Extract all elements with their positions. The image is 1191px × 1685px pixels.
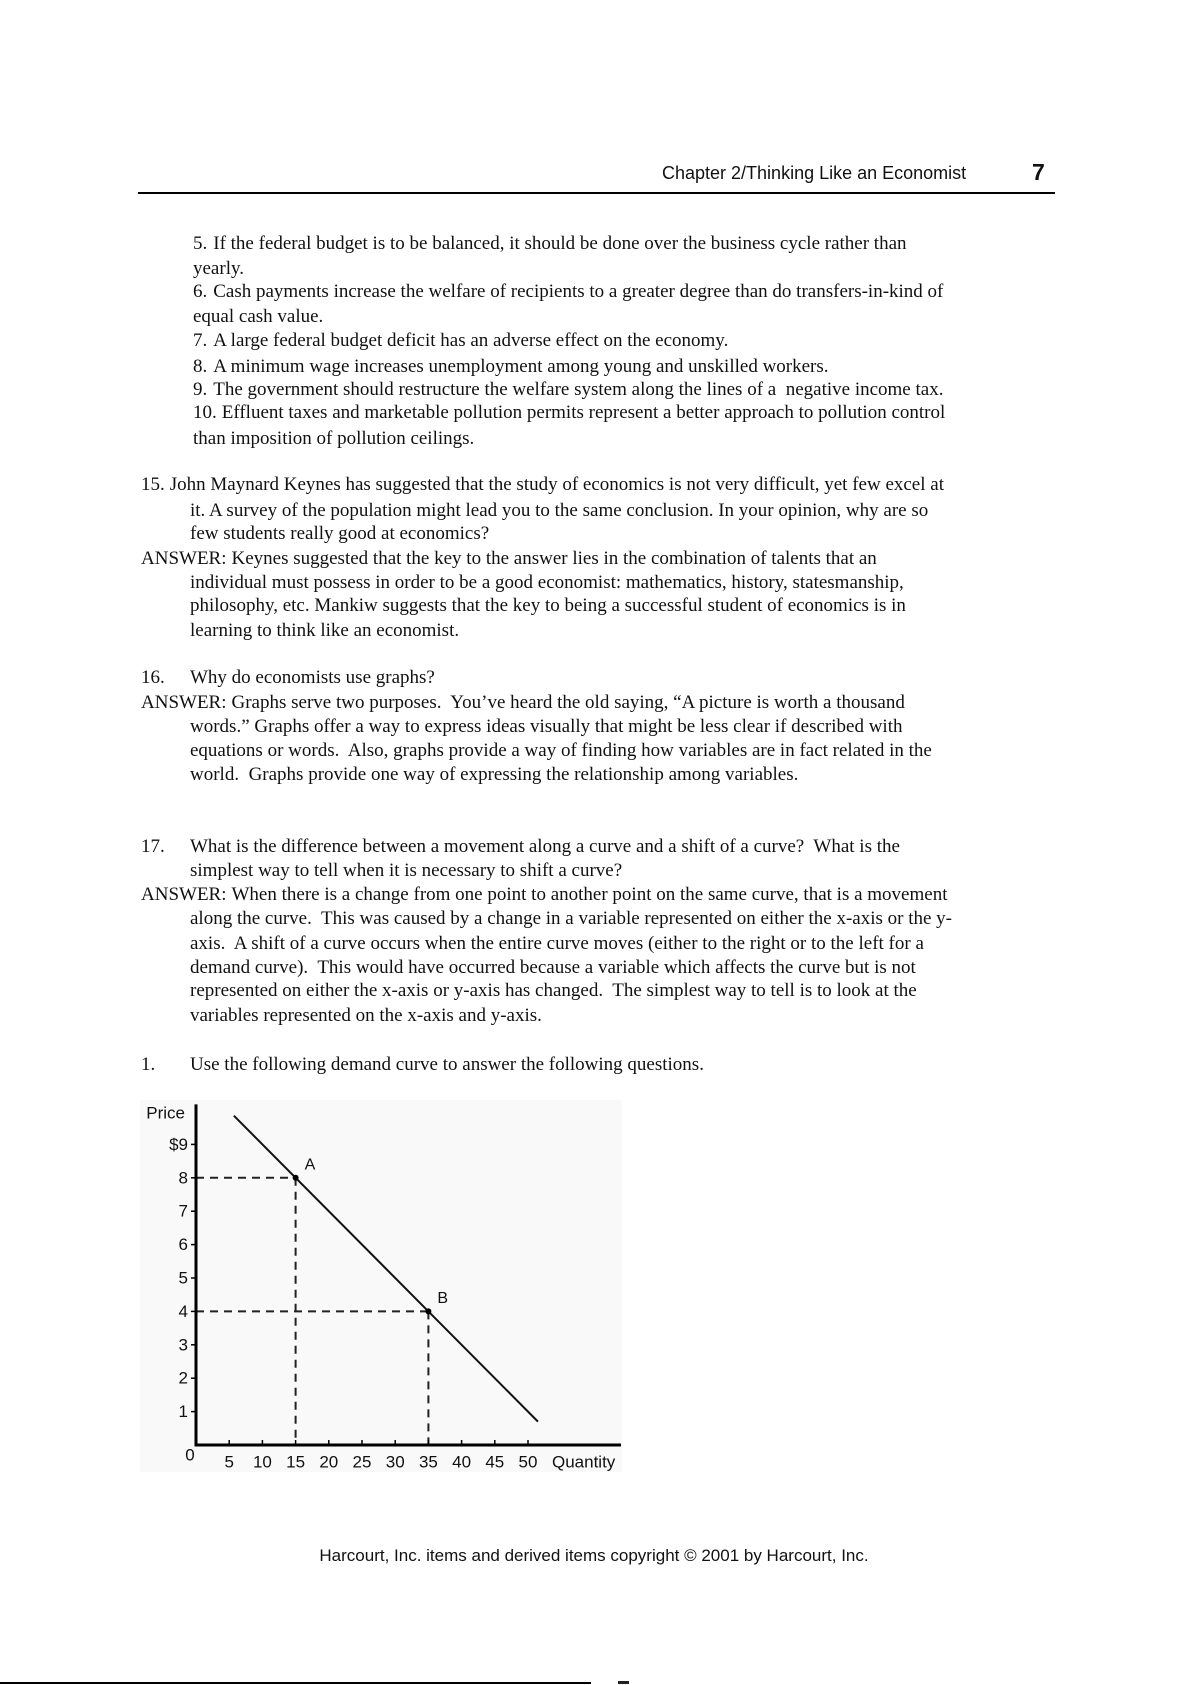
x-tick-label: 10 [252, 1452, 272, 1472]
header-rule [138, 192, 1055, 194]
item-text: Effluent taxes and marketable pollution permits represent a better approach to pollution control [221, 402, 946, 423]
copyright-footer: Harcourt, Inc. items and derived items copyright © 2001 by Harcourt, Inc. [319, 1546, 869, 1565]
question-17-line: simplest way to tell when it is necessary to shift a curve? [190, 860, 623, 881]
point-label-A: A [304, 1156, 316, 1174]
answer-label: ANSWER: [141, 884, 227, 905]
question-17 [141, 835, 900, 859]
x-axis-title: Quantity [552, 1452, 616, 1472]
bottom-page-rule [0, 1682, 591, 1684]
answer-15-line: individual must possess in order to be a good economist: mathematics, history, statesmanship, [190, 572, 904, 593]
answer-15-line: philosophy, etc. Mankiw suggests that the key to being a successful student of economics is in [190, 595, 906, 616]
answer-17-line: demand curve). This would have occurred because a variable which affects the curve but is not [190, 957, 916, 978]
answer-17-line: axis. A shift of a curve occurs when the entire curve moves (either to the right or to the left for a [190, 933, 924, 954]
list-item-8 [193, 355, 829, 379]
point-B [425, 1308, 431, 1314]
demand-curve-chart [130, 1095, 630, 1485]
bottom-page-mark [618, 1681, 629, 1684]
item-text: A large federal budget deficit has an adverse effect on the economy. [213, 330, 729, 351]
page-number: 7 [1032, 159, 1045, 185]
y-tick-label: 5 [178, 1268, 188, 1288]
point-A [293, 1175, 299, 1181]
list-item-6-continuation: equal cash value. [193, 306, 324, 327]
y-tick-label: $9 [169, 1134, 188, 1154]
question-15-line: few students really good at economics? [190, 523, 490, 544]
question-text: Why do economists use graphs? [190, 667, 435, 688]
running-header-title: Chapter 2/Thinking Like an Economist [662, 163, 967, 183]
y-tick-label: 4 [178, 1301, 188, 1321]
question-text: John Maynard Keynes has suggested that the study of economics is not very difficult, yet few excel at [169, 474, 944, 495]
origin-label: 0 [185, 1445, 195, 1465]
y-tick-label: 6 [178, 1235, 188, 1255]
x-tick-label: 45 [485, 1452, 505, 1472]
y-tick-label: 7 [178, 1201, 188, 1221]
list-item-9 [193, 378, 943, 402]
list-item-6 [193, 280, 943, 304]
answer-label: ANSWER: [141, 548, 227, 569]
item-text: The government should restructure the welfare system along the lines of a negative income tax. [213, 379, 944, 400]
question-text: What is the difference between a movement along a curve and a shift of a curve? What is the [190, 836, 900, 857]
y-tick-label: 8 [178, 1168, 188, 1188]
x-tick-label: 25 [352, 1452, 372, 1472]
item-number: 8. [193, 356, 208, 377]
x-tick-label: 35 [418, 1452, 438, 1472]
item-number: 7. [193, 330, 208, 351]
x-tick-label: 50 [518, 1452, 538, 1472]
question-16 [141, 666, 435, 690]
answer-17-line: variables represented on the x-axis and y-axis. [190, 1005, 542, 1026]
problem-number: 1. [141, 1054, 156, 1075]
x-tick-label: 20 [319, 1452, 339, 1472]
x-tick-label: 5 [224, 1452, 234, 1472]
answer-17 [141, 883, 947, 907]
item-number: 9. [193, 379, 208, 400]
list-item-10 [193, 401, 945, 425]
answer-17-line: represented on either the x-axis or y-axis has changed. The simplest way to tell is to look at the [190, 980, 917, 1001]
item-text: Cash payments increase the welfare of recipients to a greater degree than do transfers-in-kind of [213, 281, 944, 302]
item-text: A minimum wage increases unemployment among young and unskilled workers. [213, 356, 829, 377]
y-tick-label: 2 [178, 1368, 188, 1388]
x-tick-label: 30 [385, 1452, 405, 1472]
point-label-B: B [437, 1289, 449, 1307]
answer-text: When there is a change from one point to another point on the same curve, that is a movement [231, 884, 948, 905]
list-item-5-continuation: yearly. [193, 258, 244, 279]
answer-label: ANSWER: [141, 692, 227, 713]
answer-17-line: along the curve. This was caused by a change in a variable represented on either the x-axis or the y- [190, 908, 952, 929]
answer-16-line: equations or words. Also, graphs provide a way of finding how variables are in fact related in the [190, 740, 932, 761]
question-15 [141, 473, 944, 497]
x-tick-label: 40 [452, 1452, 472, 1472]
problem-text: Use the following demand curve to answer the following questions. [190, 1054, 704, 1075]
y-axis-title: Price [146, 1103, 185, 1123]
answer-16-line: words.” Graphs offer a way to express ideas visually that might be less clear if described with [190, 716, 903, 737]
question-number: 16. [141, 667, 165, 688]
y-tick-label: 1 [178, 1402, 188, 1422]
problem-1 [141, 1053, 704, 1077]
item-number: 10. [193, 402, 217, 423]
question-number: 15. [141, 474, 165, 495]
answer-15 [141, 547, 877, 571]
answer-16 [141, 691, 905, 715]
answer-text: Keynes suggested that the key to the answer lies in the combination of talents that an [231, 548, 877, 569]
y-tick-label: 3 [178, 1335, 188, 1355]
question-15-line: it. A survey of the population might lead you to the same conclusion. In your opinion, why are so [190, 500, 929, 521]
answer-15-line: learning to think like an economist. [190, 620, 460, 641]
answer-16-line: world. Graphs provide one way of expressing the relationship among variables. [190, 764, 799, 785]
list-item-5 [193, 232, 907, 256]
x-tick-label: 15 [286, 1452, 306, 1472]
item-number: 5. [193, 233, 208, 254]
question-number: 17. [141, 836, 165, 857]
chart-background [140, 1100, 622, 1472]
list-item-10-continuation: than imposition of pollution ceilings. [193, 428, 475, 449]
item-number: 6. [193, 281, 208, 302]
item-text: If the federal budget is to be balanced, it should be done over the business cycle rather than [213, 233, 907, 254]
answer-text: Graphs serve two purposes. You’ve heard the old saying, “A picture is worth a thousand [231, 692, 905, 713]
list-item-7 [193, 329, 728, 353]
